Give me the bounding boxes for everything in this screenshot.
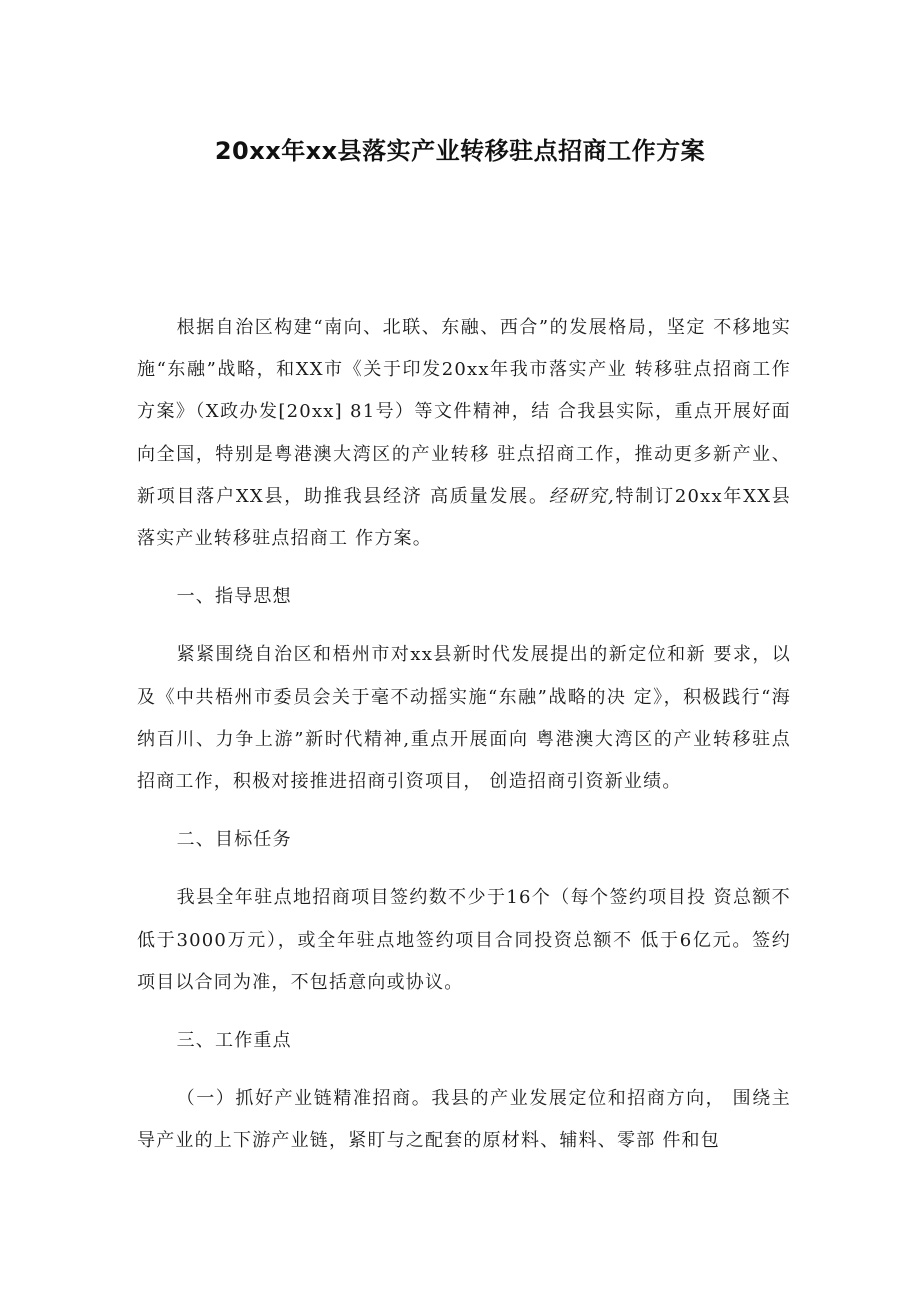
document-title: 20xx年xx县落实产业转移驻点招商工作方案 xyxy=(214,137,706,165)
section-paragraph-2: 我县全年驻点地招商项目签约数不少于16个（每个签约项目投 资总额不低于3000万元），或全年驻点地签约项目合同投资总额不 低于6亿元。签约项目以合同为准，不包括意向或协议。 xyxy=(137,887,791,993)
intro-text-part1: 根据自治区构建“南向、北联、东融、西合”的发展格局，坚定 不移地实施“东融”战略，和XX市《关于印发20xx年我市落实产业 转移驻点招商工作方案》（X政办发[20xx] 81号）等文件精神，结 合我县实际，重点开展好面向全国，特别是粤港澳大湾区的产业转移 驻点招商工作，推动更多新产业、新项目落户XX县，助推我县经济 高质量发展。 xyxy=(137,317,791,507)
section-paragraph-1: 紧紧围绕自治区和梧州市对xx县新时代发展提出的新定位和新 要求，以及《中共梧州市委员会关于毫不动摇实施“东融”战略的决 定》，积极践行“海纳百川、力争上游”新时代精神,重点开展面向 粤港澳大湾区的产业转移驻点招商工作，积极对接推进招商引资项目， 创造招商引资新业绩。 xyxy=(137,644,791,793)
intro-italic-text: 经研究, xyxy=(548,485,615,507)
section-heading-1: 一、指导思想 xyxy=(176,586,292,608)
document-body xyxy=(137,307,791,1163)
section-heading-2: 二、目标任务 xyxy=(176,829,292,851)
intro-paragraph xyxy=(137,307,791,560)
intro-text-part2: 特制订20xx年XX县落实产业转移驻点招商工 作方案。 xyxy=(137,485,791,550)
section-heading-3: 三、工作重点 xyxy=(176,1030,292,1052)
section-paragraph-3: （一）抓好产业链精准招商。我县的产业发展定位和招商方向， 围绕主导产业的上下游产业链，紧盯与之配套的原材料、辅料、零部 件和包 xyxy=(137,1088,791,1152)
